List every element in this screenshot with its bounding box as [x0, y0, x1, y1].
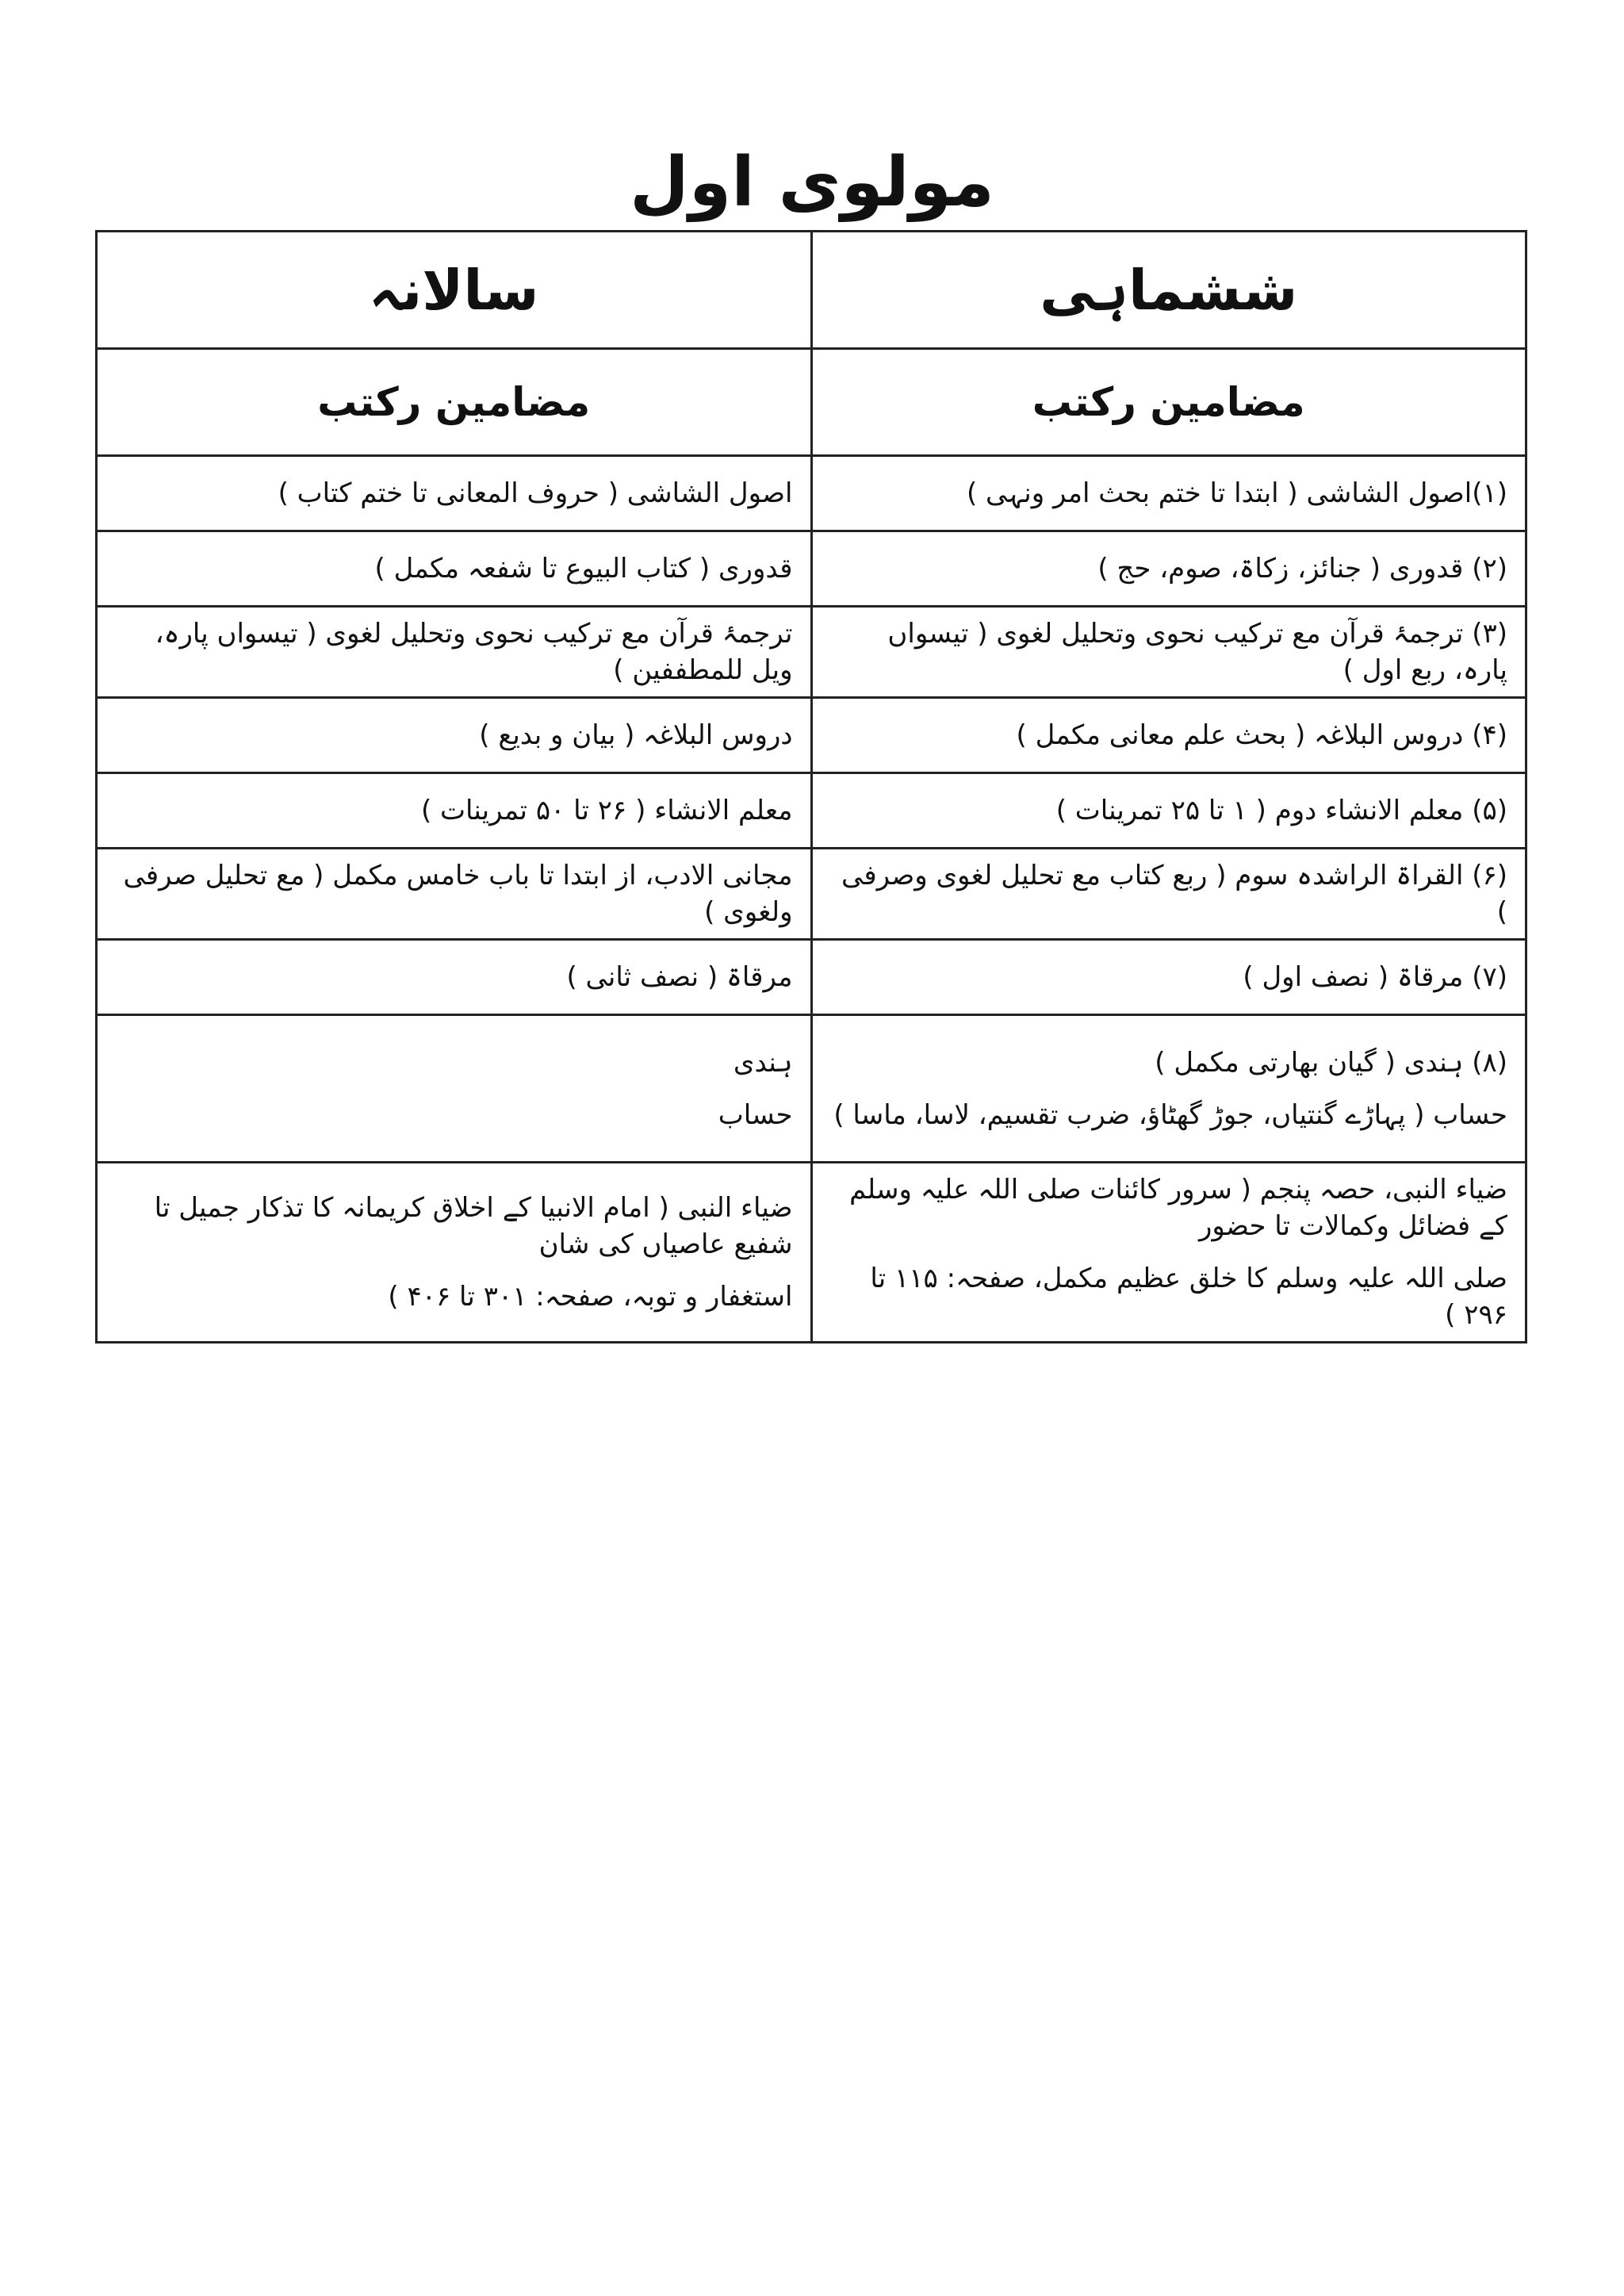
annual-cell [97, 773, 812, 849]
annual-cell [97, 698, 812, 773]
annual-cell-line: حساب [718, 1098, 793, 1131]
semiannual-cell [811, 698, 1526, 773]
table-row [97, 1163, 1526, 1343]
annual-cell-line: استغفار و توبہ، صفحہ: ۳۰۱ تا ۴۰۶ ) [388, 1281, 793, 1313]
subheader-row [97, 349, 1526, 456]
semiannual-cell-line: (۶) القراۃ الراشدہ سوم ( ربع کتاب مع تحلیل لغوی وصرفی ) [841, 860, 1507, 928]
semiannual-cell-line: ضیاء النبی، حصہ پنجم ( سرور کائنات صلی اللہ علیہ وسلم کے فضائل وکمالات تا حضور [849, 1174, 1507, 1242]
annual-cell [97, 456, 812, 531]
annual-cell-line: ضیاء النبی ( امام الانبیا کے اخلاق کریمانہ کا تذکار جمیل تا شفیع عاصیاں کی شان [154, 1192, 793, 1260]
syllabus-table [95, 230, 1527, 1343]
annual-cell [97, 1163, 812, 1343]
annual-subheader: مضامین رکتب [97, 349, 812, 456]
annual-cell-line: قدوری ( کتاب البیوع تا شفعہ مکمل ) [374, 553, 793, 585]
semiannual-cell-line: (۵) معلم الانشاء دوم ( ۱ تا ۲۵ تمرینات ) [1055, 795, 1507, 826]
semiannual-cell [811, 531, 1526, 607]
table-row [97, 940, 1526, 1015]
annual-cell-line: معلم الانشاء ( ۲۶ تا ۵۰ تمرینات ) [420, 795, 793, 826]
annual-cell [97, 849, 812, 940]
semiannual-cell [811, 1163, 1526, 1343]
semiannual-header: ششماہی [811, 232, 1526, 349]
table-row [97, 1015, 1526, 1163]
semiannual-subheader: مضامین رکتب [811, 349, 1526, 456]
annual-cell-line: مرقاۃ ( نصف ثانی ) [566, 961, 793, 993]
annual-header: سالانہ [97, 232, 812, 349]
semiannual-cell [811, 773, 1526, 849]
semiannual-cell-line: (۸) ہندی ( گیان بھارتی مکمل ) [1155, 1046, 1507, 1079]
semiannual-cell [811, 940, 1526, 1015]
annual-cell-line: ترجمۂ قرآن مع ترکیب نحوی وتحلیل لغوی ( تیسواں پارہ، ویل للمطففین ) [155, 618, 793, 686]
semiannual-cell-line: (۳) ترجمۂ قرآن مع ترکیب نحوی وتحلیل لغوی ( تیسواں پارہ، ربع اول ) [887, 618, 1507, 686]
semiannual-cell [811, 849, 1526, 940]
semiannual-cell-line: حساب ( پہاڑے گنتیاں، جوڑ گھٹاؤ، ضرب تقسیم، لاسا، ماسا ) [833, 1098, 1507, 1131]
semiannual-cell-line: (۱)اصول الشاشی ( ابتدا تا ختم بحث امر ونہی ) [966, 477, 1507, 509]
annual-cell-line: اصول الشاشی ( حروف المعانی تا ختم کتاب ) [278, 477, 793, 509]
table-row [97, 773, 1526, 849]
table-row [97, 698, 1526, 773]
semiannual-cell-line: (۲) قدوری ( جنائز، زکاۃ، صوم، حج ) [1097, 553, 1507, 585]
annual-cell-line: دروس البلاغہ ( بیان و بدیع ) [479, 719, 793, 751]
semiannual-cell-line: (۴) دروس البلاغہ ( بحث علم معانی مکمل ) [1016, 719, 1507, 751]
annual-cell [97, 940, 812, 1015]
table-row [97, 456, 1526, 531]
annual-cell-line: ہندی [733, 1046, 793, 1079]
semiannual-cell-line: (۷) مرقاۃ ( نصف اول ) [1243, 961, 1507, 993]
annual-cell [97, 531, 812, 607]
semiannual-cell [811, 456, 1526, 531]
table-row [97, 531, 1526, 607]
table-row [97, 607, 1526, 698]
header-row [97, 232, 1526, 349]
annual-cell [97, 1015, 812, 1163]
annual-cell-line: مجانی الادب، از ابتدا تا باب خامس مکمل ( مع تحلیل صرفی ولغوی ) [123, 860, 793, 928]
semiannual-cell [811, 607, 1526, 698]
annual-cell [97, 607, 812, 698]
semiannual-cell-line: صلی اللہ علیہ وسلم کا خلق عظیم مکمل، صفحہ: ۱۱۵ تا ۲۹۶ ) [870, 1263, 1507, 1331]
page-title: مولوی اول [630, 143, 994, 222]
semiannual-cell [811, 1015, 1526, 1163]
table-row [97, 849, 1526, 940]
